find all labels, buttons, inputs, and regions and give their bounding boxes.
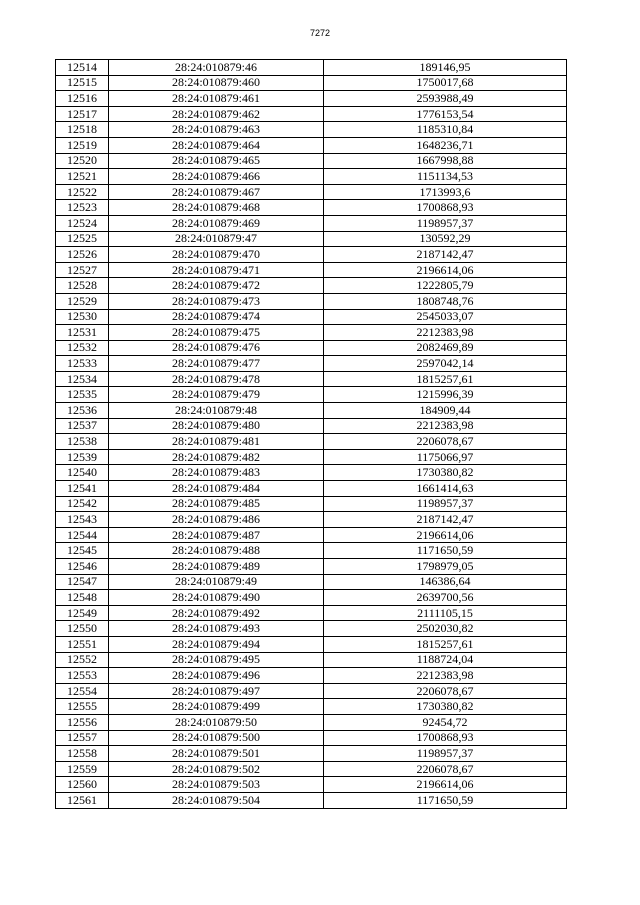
cadastral-value-cell: 1700868,93 [324, 200, 567, 216]
row-number-cell: 12561 [56, 792, 109, 808]
cadastral-number-cell: 28:24:010879:477 [109, 356, 324, 372]
cadastral-value-cell: 2212383,98 [324, 668, 567, 684]
cadastral-number-cell: 28:24:010879:485 [109, 496, 324, 512]
cadastral-value-cell: 2212383,98 [324, 325, 567, 341]
table-row [56, 325, 567, 341]
row-number-cell: 12536 [56, 403, 109, 419]
row-number-cell: 12524 [56, 215, 109, 231]
table-row [56, 75, 567, 91]
cadastral-number-cell: 28:24:010879:473 [109, 293, 324, 309]
table-row [56, 699, 567, 715]
table-row [56, 169, 567, 185]
table-row [56, 527, 567, 543]
row-number-cell: 12516 [56, 91, 109, 107]
row-number-cell: 12527 [56, 262, 109, 278]
row-number-cell: 12555 [56, 699, 109, 715]
cadastral-number-cell: 28:24:010879:468 [109, 200, 324, 216]
table-row [56, 309, 567, 325]
row-number-cell: 12530 [56, 309, 109, 325]
cadastral-value-cell: 1730380,82 [324, 465, 567, 481]
row-number-cell: 12539 [56, 449, 109, 465]
cadastral-value-cell: 1700868,93 [324, 730, 567, 746]
row-number-cell: 12526 [56, 247, 109, 263]
cadastral-value-cell: 92454,72 [324, 714, 567, 730]
cadastral-number-cell: 28:24:010879:494 [109, 636, 324, 652]
cadastral-number-cell: 28:24:010879:461 [109, 91, 324, 107]
cadastral-value-cell: 2212383,98 [324, 418, 567, 434]
cadastral-value-cell: 1730380,82 [324, 699, 567, 715]
row-number-cell: 12554 [56, 683, 109, 699]
cadastral-number-cell: 28:24:010879:49 [109, 574, 324, 590]
row-number-cell: 12535 [56, 387, 109, 403]
row-number-cell: 12556 [56, 714, 109, 730]
table-row [56, 184, 567, 200]
row-number-cell: 12517 [56, 106, 109, 122]
cadastral-number-cell: 28:24:010879:490 [109, 590, 324, 606]
cadastral-value-cell: 2597042,14 [324, 356, 567, 372]
cadastral-number-cell: 28:24:010879:462 [109, 106, 324, 122]
cadastral-number-cell: 28:24:010879:481 [109, 434, 324, 450]
table-row [56, 777, 567, 793]
cadastral-value-cell: 1198957,37 [324, 496, 567, 512]
cadastral-number-cell: 28:24:010879:483 [109, 465, 324, 481]
table-row [56, 652, 567, 668]
table-row [56, 683, 567, 699]
table-row [56, 449, 567, 465]
table-row [56, 340, 567, 356]
cadastral-number-cell: 28:24:010879:482 [109, 449, 324, 465]
cadastral-number-cell: 28:24:010879:479 [109, 387, 324, 403]
table-row [56, 621, 567, 637]
table-row [56, 262, 567, 278]
cadastral-value-cell: 1798979,05 [324, 559, 567, 575]
row-number-cell: 12518 [56, 122, 109, 138]
cadastral-number-cell: 28:24:010879:500 [109, 730, 324, 746]
cadastral-value-cell: 2639700,56 [324, 590, 567, 606]
cadastral-value-cell: 1713993,6 [324, 184, 567, 200]
row-number-cell: 12558 [56, 746, 109, 762]
cadastral-value-cell: 1171650,59 [324, 543, 567, 559]
table-row [56, 200, 567, 216]
row-number-cell: 12531 [56, 325, 109, 341]
table-row [56, 106, 567, 122]
row-number-cell: 12542 [56, 496, 109, 512]
row-number-cell: 12533 [56, 356, 109, 372]
table-row [56, 356, 567, 372]
cadastral-value-cell: 1171650,59 [324, 792, 567, 808]
row-number-cell: 12546 [56, 559, 109, 575]
cadastral-number-cell: 28:24:010879:463 [109, 122, 324, 138]
cadastral-number-cell: 28:24:010879:493 [109, 621, 324, 637]
table-row [56, 590, 567, 606]
row-number-cell: 12521 [56, 169, 109, 185]
cadastral-value-cell: 1188724,04 [324, 652, 567, 668]
row-number-cell: 12557 [56, 730, 109, 746]
cadastral-value-cell: 1808748,76 [324, 293, 567, 309]
cadastral-number-cell: 28:24:010879:466 [109, 169, 324, 185]
table-row [56, 122, 567, 138]
cadastral-value-cell: 184909,44 [324, 403, 567, 419]
table-row [56, 605, 567, 621]
table-row [56, 714, 567, 730]
cadastral-number-cell: 28:24:010879:47 [109, 231, 324, 247]
row-number-cell: 12534 [56, 371, 109, 387]
cadastral-number-cell: 28:24:010879:484 [109, 481, 324, 497]
cadastral-number-cell: 28:24:010879:503 [109, 777, 324, 793]
cadastral-value-cell: 130592,29 [324, 231, 567, 247]
table-row [56, 761, 567, 777]
cadastral-value-cell: 1215996,39 [324, 387, 567, 403]
cadastral-value-cell: 2206078,67 [324, 434, 567, 450]
row-number-cell: 12550 [56, 621, 109, 637]
cadastral-value-cell: 2206078,67 [324, 761, 567, 777]
table-row [56, 91, 567, 107]
cadastral-number-cell: 28:24:010879:469 [109, 215, 324, 231]
cadastral-value-cell: 2196614,06 [324, 527, 567, 543]
cadastral-value-cell: 1815257,61 [324, 636, 567, 652]
row-number-cell: 12549 [56, 605, 109, 621]
cadastral-value-cell: 1776153,54 [324, 106, 567, 122]
cadastral-value-cell: 1648236,71 [324, 137, 567, 153]
cadastral-number-cell: 28:24:010879:497 [109, 683, 324, 699]
cadastral-number-cell: 28:24:010879:478 [109, 371, 324, 387]
table-row [56, 247, 567, 263]
table-row [56, 559, 567, 575]
row-number-cell: 12525 [56, 231, 109, 247]
table-row [56, 574, 567, 590]
table-row [56, 60, 567, 76]
cadastral-value-cell: 1185310,84 [324, 122, 567, 138]
cadastral-value-cell: 2545033,07 [324, 309, 567, 325]
cadastral-number-cell: 28:24:010879:472 [109, 278, 324, 294]
table-row [56, 792, 567, 808]
table-row [56, 231, 567, 247]
row-number-cell: 12529 [56, 293, 109, 309]
cadastral-value-cell: 1667998,88 [324, 153, 567, 169]
cadastral-number-cell: 28:24:010879:48 [109, 403, 324, 419]
table-row [56, 543, 567, 559]
cadastral-value-cell: 1198957,37 [324, 215, 567, 231]
cadastral-value-cell: 1151134,53 [324, 169, 567, 185]
table-row [56, 496, 567, 512]
row-number-cell: 12548 [56, 590, 109, 606]
table-row [56, 278, 567, 294]
cadastral-value-cell: 2196614,06 [324, 262, 567, 278]
cadastral-number-cell: 28:24:010879:471 [109, 262, 324, 278]
cadastral-number-cell: 28:24:010879:495 [109, 652, 324, 668]
row-number-cell: 12553 [56, 668, 109, 684]
table-row [56, 512, 567, 528]
cadastral-value-cell: 2196614,06 [324, 777, 567, 793]
row-number-cell: 12520 [56, 153, 109, 169]
cadastral-value-cell: 2502030,82 [324, 621, 567, 637]
table-row [56, 153, 567, 169]
row-number-cell: 12545 [56, 543, 109, 559]
table-row [56, 137, 567, 153]
table-row [56, 730, 567, 746]
cadastral-number-cell: 28:24:010879:470 [109, 247, 324, 263]
row-number-cell: 12551 [56, 636, 109, 652]
table-row [56, 746, 567, 762]
row-number-cell: 12559 [56, 761, 109, 777]
cadastral-number-cell: 28:24:010879:492 [109, 605, 324, 621]
cadastral-number-cell: 28:24:010879:50 [109, 714, 324, 730]
row-number-cell: 12523 [56, 200, 109, 216]
cadastral-number-cell: 28:24:010879:502 [109, 761, 324, 777]
cadastral-value-cell: 1222805,79 [324, 278, 567, 294]
row-number-cell: 12532 [56, 340, 109, 356]
cadastral-value-cell: 146386,64 [324, 574, 567, 590]
row-number-cell: 12543 [56, 512, 109, 528]
cadastral-value-cell: 189146,95 [324, 60, 567, 76]
table-row [56, 434, 567, 450]
row-number-cell: 12560 [56, 777, 109, 793]
row-number-cell: 12541 [56, 481, 109, 497]
row-number-cell: 12544 [56, 527, 109, 543]
cadastral-value-cell: 1750017,68 [324, 75, 567, 91]
cadastral-number-cell: 28:24:010879:467 [109, 184, 324, 200]
page-number: 7272 [309, 28, 331, 38]
row-number-cell: 12522 [56, 184, 109, 200]
cadastral-number-cell: 28:24:010879:474 [109, 309, 324, 325]
row-number-cell: 12540 [56, 465, 109, 481]
cadastral-value-table [55, 59, 567, 809]
row-number-cell: 12552 [56, 652, 109, 668]
row-number-cell: 12514 [56, 60, 109, 76]
cadastral-number-cell: 28:24:010879:486 [109, 512, 324, 528]
cadastral-number-cell: 28:24:010879:496 [109, 668, 324, 684]
table-row [56, 636, 567, 652]
cadastral-value-cell: 2187142,47 [324, 512, 567, 528]
row-number-cell: 12519 [56, 137, 109, 153]
cadastral-number-cell: 28:24:010879:487 [109, 527, 324, 543]
cadastral-number-cell: 28:24:010879:499 [109, 699, 324, 715]
cadastral-number-cell: 28:24:010879:504 [109, 792, 324, 808]
row-number-cell: 12515 [56, 75, 109, 91]
cadastral-number-cell: 28:24:010879:480 [109, 418, 324, 434]
table-row [56, 371, 567, 387]
cadastral-number-cell: 28:24:010879:460 [109, 75, 324, 91]
table-row [56, 387, 567, 403]
table-row [56, 215, 567, 231]
cadastral-value-cell: 1198957,37 [324, 746, 567, 762]
cadastral-number-cell: 28:24:010879:488 [109, 543, 324, 559]
cadastral-value-cell: 2187142,47 [324, 247, 567, 263]
cadastral-number-cell: 28:24:010879:501 [109, 746, 324, 762]
row-number-cell: 12528 [56, 278, 109, 294]
cadastral-number-cell: 28:24:010879:489 [109, 559, 324, 575]
cadastral-value-cell: 2082469,89 [324, 340, 567, 356]
cadastral-value-cell: 1661414,63 [324, 481, 567, 497]
cadastral-number-cell: 28:24:010879:464 [109, 137, 324, 153]
table-row [56, 465, 567, 481]
row-number-cell: 12538 [56, 434, 109, 450]
table-row [56, 403, 567, 419]
cadastral-number-cell: 28:24:010879:465 [109, 153, 324, 169]
cadastral-number-cell: 28:24:010879:476 [109, 340, 324, 356]
cadastral-number-cell: 28:24:010879:475 [109, 325, 324, 341]
cadastral-value-cell: 2593988,49 [324, 91, 567, 107]
cadastral-value-cell: 2111105,15 [324, 605, 567, 621]
table-row [56, 481, 567, 497]
cadastral-number-cell: 28:24:010879:46 [109, 60, 324, 76]
cadastral-value-cell: 1815257,61 [324, 371, 567, 387]
table-row [56, 293, 567, 309]
table-row [56, 418, 567, 434]
table-row [56, 668, 567, 684]
cadastral-value-cell: 1175066,97 [324, 449, 567, 465]
row-number-cell: 12537 [56, 418, 109, 434]
cadastral-value-cell: 2206078,67 [324, 683, 567, 699]
row-number-cell: 12547 [56, 574, 109, 590]
